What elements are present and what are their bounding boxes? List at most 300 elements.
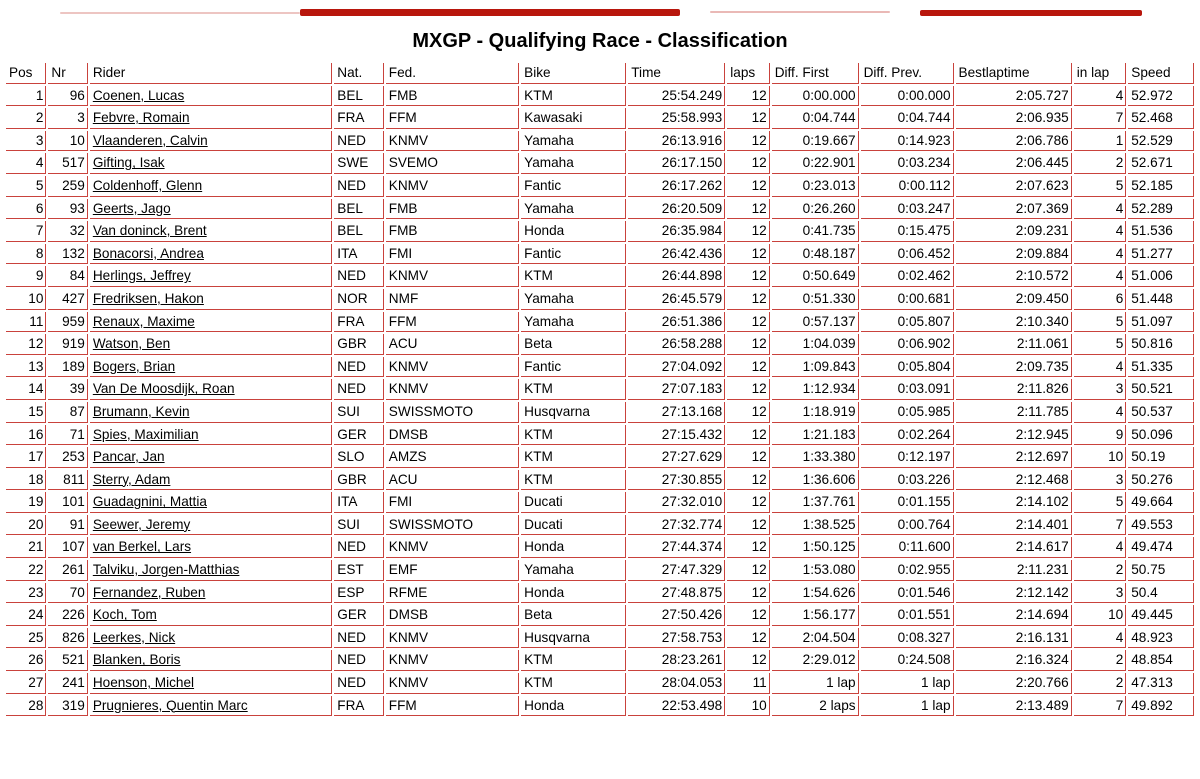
- table-row: [6, 266, 1194, 287]
- cell-laps: 12: [727, 153, 769, 174]
- cell-bike: Fantic: [521, 357, 626, 378]
- cell-in-lap: 2: [1074, 650, 1127, 671]
- cell-speed: 49.474: [1128, 537, 1194, 558]
- cell-time: 27:58.753: [628, 628, 725, 649]
- cell-bike: Husqvarna: [521, 402, 626, 423]
- page-title: MXGP - Qualifying Race - Classification: [412, 30, 788, 52]
- cell-nr: 517: [48, 153, 87, 174]
- cell-rider: [90, 357, 332, 378]
- table-row: [6, 86, 1194, 107]
- cell-fed: DMSB: [386, 425, 519, 446]
- cell-diff-first: 0:50.649: [772, 266, 859, 287]
- banner-stroke: [920, 10, 1142, 16]
- column-header-rider: Rider: [90, 63, 332, 84]
- cell-nat: SWE: [334, 153, 384, 174]
- cell-bike: KTM: [521, 673, 626, 694]
- cell-laps: 12: [727, 176, 769, 197]
- cell-nat: ITA: [334, 244, 384, 265]
- cell-time: 27:48.875: [628, 583, 725, 604]
- cell-fed: EMF: [386, 560, 519, 581]
- rider-link[interactable]: Hoenson, Michel: [92, 675, 195, 691]
- cell-diff-prev: 0:03.247: [861, 199, 954, 220]
- cell-in-lap: 4: [1074, 357, 1127, 378]
- cell-diff-prev: 0:00.764: [861, 515, 954, 536]
- cell-nr: 811: [48, 470, 87, 491]
- cell-bike: Yamaha: [521, 560, 626, 581]
- cell-rider: [90, 153, 332, 174]
- rider-link[interactable]: Watson, Ben: [92, 336, 171, 352]
- cell-diff-first: 1:50.125: [772, 537, 859, 558]
- cell-pos: 10: [6, 289, 46, 310]
- cell-laps: 11: [727, 673, 769, 694]
- cell-pos: 1: [6, 86, 46, 107]
- cell-pos: 15: [6, 402, 46, 423]
- table-row: [6, 537, 1194, 558]
- table-row: [6, 447, 1194, 468]
- cell-pos: 24: [6, 605, 46, 626]
- rider-link[interactable]: Leerkes, Nick: [92, 629, 176, 645]
- cell-rider: [90, 176, 332, 197]
- cell-bike: KTM: [521, 266, 626, 287]
- cell-bestlaptime: 2:11.231: [956, 560, 1072, 581]
- cell-bike: Honda: [521, 583, 626, 604]
- cell-in-lap: 5: [1074, 312, 1127, 333]
- cell-laps: 12: [727, 357, 769, 378]
- cell-time: 27:47.329: [628, 560, 725, 581]
- rider-link[interactable]: Prugnieres, Quentin Marc: [92, 697, 248, 713]
- cell-bestlaptime: 2:16.324: [956, 650, 1072, 671]
- cell-time: 26:35.984: [628, 221, 725, 242]
- cell-diff-first: 1:33.380: [772, 447, 859, 468]
- rider-link[interactable]: Sterry, Adam: [92, 471, 171, 487]
- table-row: [6, 357, 1194, 378]
- cell-diff-prev: 0:00.681: [861, 289, 954, 310]
- column-header-time: Time: [628, 63, 725, 84]
- cell-time: 27:50.426: [628, 605, 725, 626]
- cell-nr: 319: [48, 696, 87, 717]
- cell-in-lap: 4: [1074, 537, 1127, 558]
- cell-time: 27:32.774: [628, 515, 725, 536]
- cell-fed: KNMV: [386, 357, 519, 378]
- cell-diff-first: 1:18.919: [772, 402, 859, 423]
- rider-link[interactable]: van Berkel, Lars: [92, 539, 192, 555]
- cell-fed: FMB: [386, 199, 519, 220]
- cell-nat: NED: [334, 379, 384, 400]
- cell-time: 25:54.249: [628, 86, 725, 107]
- rider-link[interactable]: Herlings, Jeffrey: [92, 268, 191, 284]
- cell-rider: [90, 289, 332, 310]
- cell-nr: 87: [48, 402, 87, 423]
- cell-bestlaptime: 2:06.445: [956, 153, 1072, 174]
- cell-in-lap: 2: [1074, 153, 1127, 174]
- cell-time: 26:17.262: [628, 176, 725, 197]
- cell-pos: 22: [6, 560, 46, 581]
- cell-nr: 959: [48, 312, 87, 333]
- rider-link[interactable]: Spies, Maximilian: [92, 426, 199, 442]
- cell-time: 28:04.053: [628, 673, 725, 694]
- cell-rider: [90, 515, 332, 536]
- cell-bestlaptime: 2:12.945: [956, 425, 1072, 446]
- banner-stroke: [710, 11, 890, 13]
- cell-pos: 13: [6, 357, 46, 378]
- cell-bestlaptime: 2:10.340: [956, 312, 1072, 333]
- table-body: [6, 86, 1194, 717]
- cell-bike: Honda: [521, 537, 626, 558]
- rider-link[interactable]: Coenen, Lucas: [92, 87, 185, 103]
- cell-diff-prev: 0:02.264: [861, 425, 954, 446]
- classification-table: [4, 61, 1196, 718]
- cell-pos: 7: [6, 221, 46, 242]
- cell-bike: Beta: [521, 605, 626, 626]
- table-row: [6, 312, 1194, 333]
- cell-nat: BEL: [334, 86, 384, 107]
- cell-nat: GER: [334, 425, 384, 446]
- cell-nat: NED: [334, 673, 384, 694]
- cell-bestlaptime: 2:11.826: [956, 379, 1072, 400]
- cell-nat: SUI: [334, 402, 384, 423]
- cell-fed: FMI: [386, 492, 519, 513]
- cell-diff-first: 2:29.012: [772, 650, 859, 671]
- cell-time: 28:23.261: [628, 650, 725, 671]
- rider-link[interactable]: Guadagnini, Mattia: [92, 494, 207, 510]
- cell-laps: 12: [727, 199, 769, 220]
- rider-link[interactable]: Gifting, Isak: [92, 155, 165, 171]
- cell-laps: 12: [727, 560, 769, 581]
- cell-nat: GBR: [334, 334, 384, 355]
- cell-time: 26:58.288: [628, 334, 725, 355]
- cell-fed: KNMV: [386, 176, 519, 197]
- cell-bike: Husqvarna: [521, 628, 626, 649]
- column-header-laps: laps: [727, 63, 769, 84]
- rider-link[interactable]: Pancar, Jan: [92, 449, 165, 465]
- cell-in-lap: 7: [1074, 108, 1127, 129]
- header-banner: [0, 0, 1200, 24]
- cell-diff-first: 2 laps: [772, 696, 859, 717]
- cell-time: 26:13.916: [628, 131, 725, 152]
- cell-bestlaptime: 2:16.131: [956, 628, 1072, 649]
- cell-time: 27:30.855: [628, 470, 725, 491]
- cell-nat: SUI: [334, 515, 384, 536]
- cell-nr: 93: [48, 199, 87, 220]
- cell-time: 27:27.629: [628, 447, 725, 468]
- cell-laps: 12: [727, 537, 769, 558]
- cell-diff-first: 1:37.761: [772, 492, 859, 513]
- rider-link[interactable]: Vlaanderen, Calvin: [92, 132, 208, 148]
- table-row: [6, 402, 1194, 423]
- table-row: [6, 244, 1194, 265]
- cell-diff-prev: 0:05.804: [861, 357, 954, 378]
- table-row: [6, 334, 1194, 355]
- cell-diff-prev: 0:05.985: [861, 402, 954, 423]
- cell-rider: [90, 244, 332, 265]
- column-header-fed: Fed.: [386, 63, 519, 84]
- cell-bike: Beta: [521, 334, 626, 355]
- cell-diff-first: 0:00.000: [772, 86, 859, 107]
- table-row: [6, 628, 1194, 649]
- column-header-speed: Speed: [1128, 63, 1194, 84]
- cell-time: 27:44.374: [628, 537, 725, 558]
- cell-pos: 3: [6, 131, 46, 152]
- cell-diff-prev: 0:24.508: [861, 650, 954, 671]
- cell-pos: 6: [6, 199, 46, 220]
- cell-speed: 48.923: [1128, 628, 1194, 649]
- cell-bestlaptime: 2:12.142: [956, 583, 1072, 604]
- rider-link[interactable]: Talviku, Jorgen-Matthias: [92, 562, 240, 578]
- cell-nr: 84: [48, 266, 87, 287]
- cell-rider: [90, 379, 332, 400]
- cell-bike: Ducati: [521, 515, 626, 536]
- cell-rider: [90, 266, 332, 287]
- column-header-pos: Pos: [6, 63, 46, 84]
- cell-laps: 12: [727, 108, 769, 129]
- cell-fed: FFM: [386, 108, 519, 129]
- cell-laps: 12: [727, 334, 769, 355]
- cell-diff-first: 1:36.606: [772, 470, 859, 491]
- cell-diff-prev: 0:01.551: [861, 605, 954, 626]
- cell-diff-prev: 0:15.475: [861, 221, 954, 242]
- cell-in-lap: 2: [1074, 560, 1127, 581]
- cell-speed: 49.664: [1128, 492, 1194, 513]
- cell-in-lap: 4: [1074, 266, 1127, 287]
- cell-bike: Fantic: [521, 244, 626, 265]
- column-header-diff-prev: Diff. Prev.: [861, 63, 954, 84]
- cell-pos: 8: [6, 244, 46, 265]
- cell-nr: 427: [48, 289, 87, 310]
- rider-link[interactable]: Fernandez, Ruben: [92, 584, 206, 600]
- cell-pos: 9: [6, 266, 46, 287]
- banner-stroke: [300, 9, 680, 16]
- cell-nr: 259: [48, 176, 87, 197]
- cell-nat: FRA: [334, 312, 384, 333]
- cell-rider: [90, 583, 332, 604]
- cell-bike: KTM: [521, 447, 626, 468]
- cell-fed: KNMV: [386, 650, 519, 671]
- rider-link[interactable]: Coldenhoff, Glenn: [92, 177, 203, 193]
- rider-link[interactable]: Bogers, Brian: [92, 358, 176, 374]
- cell-rider: [90, 86, 332, 107]
- cell-time: 27:04.092: [628, 357, 725, 378]
- cell-pos: 21: [6, 537, 46, 558]
- rider-link[interactable]: Geerts, Jago: [92, 200, 171, 216]
- cell-rider: [90, 492, 332, 513]
- cell-fed: FFM: [386, 696, 519, 717]
- cell-nat: FRA: [334, 108, 384, 129]
- rider-link[interactable]: Koch, Tom: [92, 607, 157, 623]
- cell-diff-first: 1:12.934: [772, 379, 859, 400]
- cell-bike: KTM: [521, 379, 626, 400]
- table-row: [6, 199, 1194, 220]
- cell-time: 22:53.498: [628, 696, 725, 717]
- cell-nat: GBR: [334, 470, 384, 491]
- cell-diff-first: 1:38.525: [772, 515, 859, 536]
- cell-diff-prev: 0:03.226: [861, 470, 954, 491]
- rider-link[interactable]: Bonacorsi, Andrea: [92, 245, 204, 261]
- table-row: [6, 153, 1194, 174]
- column-header-bike: Bike: [521, 63, 626, 84]
- rider-link[interactable]: Blanken, Boris: [92, 652, 181, 668]
- cell-fed: AMZS: [386, 447, 519, 468]
- cell-fed: KNMV: [386, 131, 519, 152]
- cell-diff-first: 0:04.744: [772, 108, 859, 129]
- cell-laps: 12: [727, 425, 769, 446]
- cell-bestlaptime: 2:09.450: [956, 289, 1072, 310]
- cell-in-lap: 6: [1074, 289, 1127, 310]
- cell-nr: 91: [48, 515, 87, 536]
- cell-bike: KTM: [521, 650, 626, 671]
- cell-nat: NED: [334, 650, 384, 671]
- cell-diff-prev: 0:11.600: [861, 537, 954, 558]
- cell-fed: RFME: [386, 583, 519, 604]
- cell-bestlaptime: 2:09.735: [956, 357, 1072, 378]
- cell-rider: [90, 650, 332, 671]
- cell-bestlaptime: 2:09.884: [956, 244, 1072, 265]
- table-row: [6, 470, 1194, 491]
- cell-pos: 12: [6, 334, 46, 355]
- cell-laps: 10: [727, 696, 769, 717]
- cell-diff-first: 0:23.013: [772, 176, 859, 197]
- cell-time: 27:32.010: [628, 492, 725, 513]
- rider-link[interactable]: Febvre, Romain: [92, 110, 190, 126]
- cell-time: 26:17.150: [628, 153, 725, 174]
- rider-link[interactable]: Van De Moosdijk, Roan: [92, 381, 235, 397]
- cell-laps: 12: [727, 244, 769, 265]
- cell-laps: 12: [727, 605, 769, 626]
- cell-speed: 50.276: [1128, 470, 1194, 491]
- cell-nr: 96: [48, 86, 87, 107]
- rider-link[interactable]: Seewer, Jeremy: [92, 516, 191, 532]
- cell-bike: Honda: [521, 696, 626, 717]
- cell-diff-first: 1:54.626: [772, 583, 859, 604]
- cell-laps: 12: [727, 221, 769, 242]
- cell-pos: 18: [6, 470, 46, 491]
- cell-diff-first: 0:26.260: [772, 199, 859, 220]
- cell-in-lap: 5: [1074, 176, 1127, 197]
- cell-speed: 49.892: [1128, 696, 1194, 717]
- cell-bike: Kawasaki: [521, 108, 626, 129]
- cell-time: 26:51.386: [628, 312, 725, 333]
- cell-diff-prev: 0:05.807: [861, 312, 954, 333]
- cell-nat: BEL: [334, 221, 384, 242]
- cell-nr: 39: [48, 379, 87, 400]
- table-row: [6, 289, 1194, 310]
- cell-nat: NED: [334, 357, 384, 378]
- cell-pos: 5: [6, 176, 46, 197]
- cell-laps: 12: [727, 628, 769, 649]
- rider-link[interactable]: Brumann, Kevin: [92, 403, 190, 419]
- cell-bike: KTM: [521, 425, 626, 446]
- cell-time: 27:13.168: [628, 402, 725, 423]
- cell-fed: FMB: [386, 221, 519, 242]
- cell-in-lap: 5: [1074, 492, 1127, 513]
- cell-nr: 261: [48, 560, 87, 581]
- cell-rider: [90, 628, 332, 649]
- cell-rider: [90, 199, 332, 220]
- cell-diff-first: 0:57.137: [772, 312, 859, 333]
- cell-diff-prev: 0:06.902: [861, 334, 954, 355]
- cell-bike: Yamaha: [521, 131, 626, 152]
- cell-bestlaptime: 2:09.231: [956, 221, 1072, 242]
- cell-in-lap: 3: [1074, 470, 1127, 491]
- cell-speed: 49.553: [1128, 515, 1194, 536]
- cell-time: 26:44.898: [628, 266, 725, 287]
- cell-rider: [90, 312, 332, 333]
- cell-diff-prev: 0:01.546: [861, 583, 954, 604]
- cell-rider: [90, 447, 332, 468]
- rider-link[interactable]: Fredriksen, Hakon: [92, 290, 204, 306]
- column-header-bestlaptime: Bestlaptime: [956, 63, 1072, 84]
- cell-time: 27:07.183: [628, 379, 725, 400]
- cell-speed: 50.521: [1128, 379, 1194, 400]
- cell-nr: 101: [48, 492, 87, 513]
- rider-link[interactable]: Renaux, Maxime: [92, 313, 195, 329]
- cell-diff-first: 2:04.504: [772, 628, 859, 649]
- cell-time: 27:15.432: [628, 425, 725, 446]
- cell-bestlaptime: 2:07.623: [956, 176, 1072, 197]
- cell-diff-prev: 0:02.955: [861, 560, 954, 581]
- cell-nr: 226: [48, 605, 87, 626]
- cell-in-lap: 10: [1074, 447, 1127, 468]
- cell-diff-prev: 1 lap: [861, 673, 954, 694]
- cell-bike: Yamaha: [521, 312, 626, 333]
- cell-fed: FFM: [386, 312, 519, 333]
- table-row: [6, 108, 1194, 129]
- cell-diff-first: 0:48.187: [772, 244, 859, 265]
- banner-stroke: [60, 12, 300, 14]
- table-header-row: [6, 63, 1194, 84]
- cell-laps: 12: [727, 379, 769, 400]
- cell-time: 26:20.509: [628, 199, 725, 220]
- cell-nr: 10: [48, 131, 87, 152]
- cell-rider: [90, 221, 332, 242]
- cell-fed: KNMV: [386, 537, 519, 558]
- cell-nr: 253: [48, 447, 87, 468]
- cell-rider: [90, 402, 332, 423]
- cell-bestlaptime: 2:07.369: [956, 199, 1072, 220]
- table-row: [6, 492, 1194, 513]
- cell-diff-first: 1:04.039: [772, 334, 859, 355]
- cell-diff-first: 1:56.177: [772, 605, 859, 626]
- rider-link[interactable]: Van doninck, Brent: [92, 223, 207, 239]
- cell-bestlaptime: 2:13.489: [956, 696, 1072, 717]
- cell-in-lap: 3: [1074, 583, 1127, 604]
- cell-in-lap: 4: [1074, 244, 1127, 265]
- cell-nr: 241: [48, 673, 87, 694]
- cell-pos: 14: [6, 379, 46, 400]
- cell-in-lap: 7: [1074, 515, 1127, 536]
- cell-diff-first: 1:09.843: [772, 357, 859, 378]
- cell-nr: 919: [48, 334, 87, 355]
- cell-nat: NED: [334, 628, 384, 649]
- cell-laps: 12: [727, 131, 769, 152]
- cell-speed: 50.537: [1128, 402, 1194, 423]
- cell-speed: 51.097: [1128, 312, 1194, 333]
- cell-nr: 132: [48, 244, 87, 265]
- column-header-in-lap: in lap: [1074, 63, 1127, 84]
- cell-rider: [90, 696, 332, 717]
- cell-fed: ACU: [386, 470, 519, 491]
- cell-in-lap: 4: [1074, 221, 1127, 242]
- cell-pos: 27: [6, 673, 46, 694]
- cell-fed: SVEMO: [386, 153, 519, 174]
- cell-fed: SWISSMOTO: [386, 402, 519, 423]
- cell-pos: 16: [6, 425, 46, 446]
- cell-nr: 189: [48, 357, 87, 378]
- cell-speed: 52.185: [1128, 176, 1194, 197]
- cell-bestlaptime: 2:14.401: [956, 515, 1072, 536]
- cell-in-lap: 9: [1074, 425, 1127, 446]
- cell-bike: KTM: [521, 86, 626, 107]
- cell-pos: 2: [6, 108, 46, 129]
